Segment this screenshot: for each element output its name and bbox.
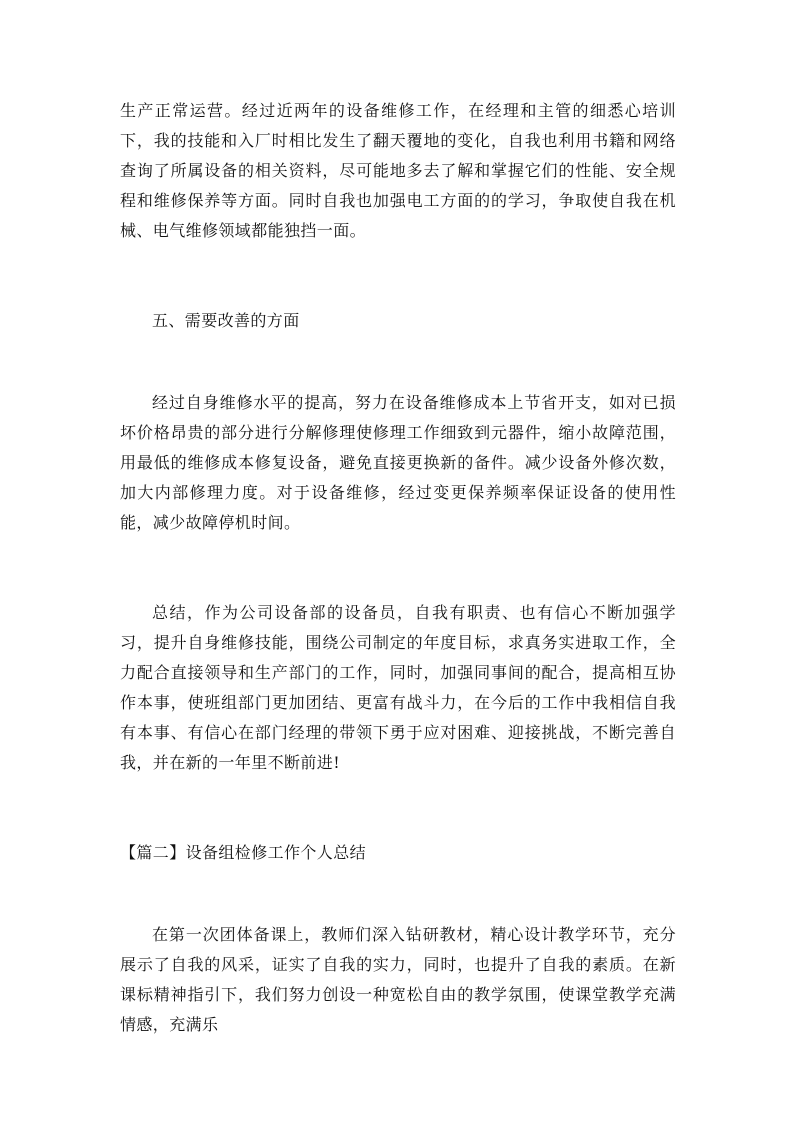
paragraph-teaching: 在第一次团体备课上，教师们深入钻研教材，精心设计教学环节，充分展示了自我的风采，证实了自我的实力，同时，也提升了自我的素质。在新课标精神指引下，我们努力创设一种宽松自由的教学氛围，使课堂教学充满情感，充满乐 xyxy=(120,925,676,1034)
section-title-part-two: 【篇二】设备组检修工作个人总结 xyxy=(120,843,367,862)
paragraph-improvements: 经过自身维修水平的提高，努力在设备维修成本上节省开支，如对已损坏价格昂贵的部分进行分解修理使修理工作细致到元器件，缩小故障范围，用最低的维修成本修复设备，避免直接更换新的备件。减少设备外修次数，加大内部修理力度。对于设备维修，经过变更保养频率保证设备的使用性能，减少故障停机时间。 xyxy=(120,393,676,532)
paragraph-summary: 总结，作为公司设备部的设备员，自我有职责、也有信心不断加强学习，提升自身维修技能，围绕公司制定的年度目标，求真务实进取工作，全力配合直接领导和生产部门的工作，同时，加强同事间的配合，提高相互协作本事，使班组部门更加团结、更富有战斗力，在今后的工作中我相信自我有本事、有信心在部门经理的带领下勇于应对困难、迎接挑战，不断完善自我，并在新的一年里不断前进! xyxy=(120,603,676,772)
paragraph-maintenance-progress: 生产正常运营。经过近两年的设备维修工作，在经理和主管的细悉心培训下，我的技能和入厂时相比发生了翻天覆地的变化，自我也利用书籍和网络查询了所属设备的相关资料，尽可能地多去了解和掌握它们的性能、安全规程和维修保养等方面。同时自我也加强电工方面的的学习，争取使自我在机械、电气维修领域都能独挡一面。 xyxy=(120,101,676,240)
section-heading-improvements: 五、需要改善的方面 xyxy=(152,311,300,330)
